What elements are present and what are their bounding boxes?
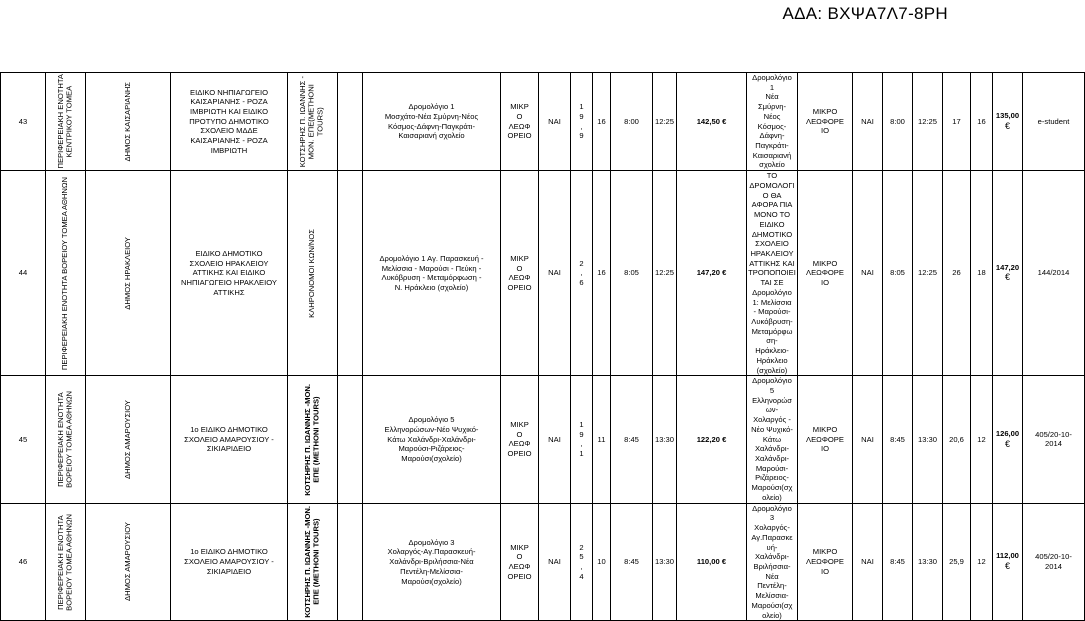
- new-seats: 18: [971, 171, 993, 376]
- new-end-time: 13:30: [913, 503, 943, 621]
- price-cell: 147,20 €: [677, 171, 747, 376]
- contractor-cell: [288, 171, 338, 376]
- new-vehicle-type: ΜΙΚΡΟ ΛΕΩΦΟΡΕ ΙΟ: [798, 171, 853, 376]
- new-price-value: 126,00: [995, 428, 1020, 438]
- end-time: 12:25: [653, 73, 677, 171]
- row-number: 43: [1, 73, 46, 171]
- region-cell: [46, 376, 86, 503]
- row-number: 46: [1, 503, 46, 621]
- new-seats: 12: [971, 503, 993, 621]
- seats: 16: [593, 73, 611, 171]
- start-time: 8:05: [611, 171, 653, 376]
- table-row: [1, 73, 1085, 171]
- vehicle-type: ΜΙΚΡ Ο ΛΕΩΦ ΟΡΕΙΟ: [501, 376, 539, 503]
- new-escort: ΝΑΙ: [853, 73, 883, 171]
- new-price-value: 112,00: [996, 551, 1019, 561]
- region-text: ΠΕΡΙΦΕΡΕΙΑΚΗ ΕΝΟΤΗΤΑ ΒΟΡΕΙΟΥ ΤΟΜΕΑ ΑΘΗΝΩΝ: [55, 513, 74, 611]
- region-text: ΠΕΡΙΦΕΡΕΙΑΚΗ ΕΝΟΤΗΤΑ ΚΕΝΤΡΙΚΟΥ ΤΟΜΕΑ: [55, 74, 74, 169]
- start-time: 8:45: [611, 376, 653, 503]
- new-start-time: 8:45: [883, 376, 913, 503]
- students-count: 2 , 6: [571, 171, 593, 376]
- vehicle-type: ΜΙΚΡ Ο ΛΕΩΦ ΟΡΕΙΟ: [501, 503, 539, 621]
- route-description: Δρομολόγιο 1 Αγ. Παρασκευή - Μελίσσια - Μαρούσι - Πεύκη - Λυκόβρυση - Μεταμόρφωση - Ν. Ηράκλειο (σχολείο): [363, 171, 501, 376]
- price-value: 147,20: [696, 268, 720, 278]
- school-name: 1ο ΕΙΔΙΚΟ ΔΗΜΟΤΙΚΟ ΣΧΟΛΕΙΟ ΑΜΑΡΟΥΣΙΟΥ - ΣΙΚΙΑΡΙΔΕΙΟ: [171, 503, 288, 621]
- price-cell: 110,00 €: [677, 503, 747, 621]
- new-price-cell: 147,20 €: [993, 171, 1023, 376]
- note: e-student: [1023, 73, 1085, 171]
- new-price-value: 135,00: [995, 110, 1020, 120]
- new-route-description: Δρομολόγιο 5 Ελληνορώσ ων- Χολαργός - Νέο Ψυχικό- Κάτω Χαλάνδρι- Χαλάνδρι- Μαρούσι- Ριζάρειος- Μαρούσι(σχ ολείο): [747, 376, 798, 503]
- contractor-text: ΚΟΤΣΗΡΗΣ Π. ΙΩΑΝΝΗΣ -ΜΟΝ. ΕΠΕ (METHONI TOURS): [302, 506, 321, 618]
- route-description: Δρομολόγιο 3 Χολαργός-Αγ.Παρασκευή- Χαλάνδρι-Βριλήσσια-Νέα Πεντέλη-Μελίσσια- Μαρούσι(σχολείο): [363, 503, 501, 621]
- contractor-cell: [288, 503, 338, 621]
- row-number: 44: [1, 171, 46, 376]
- note: 405/20-10- 2014: [1023, 376, 1085, 503]
- contractor-cell: [288, 376, 338, 503]
- new-price-cell: 112,00 €: [993, 503, 1023, 621]
- seats: 16: [593, 171, 611, 376]
- price-cell: 142,50 €: [677, 73, 747, 171]
- price-value: 142,50: [696, 116, 720, 126]
- routes-table: [0, 72, 1085, 621]
- escort: ΝΑΙ: [539, 73, 571, 171]
- new-escort: ΝΑΙ: [853, 171, 883, 376]
- new-start-time: 8:05: [883, 171, 913, 376]
- municipality-text: ΔΗΜΟΣ ΑΜΑΡΟΥΣΙΟΥ: [122, 522, 132, 602]
- vehicle-type: ΜΙΚΡ Ο ΛΕΩΦ ΟΡΕΙΟ: [501, 171, 539, 376]
- new-seats: 12: [971, 376, 993, 503]
- spacer-cell: [338, 73, 363, 171]
- new-end-time: 13:30: [913, 376, 943, 503]
- price-value: 122,20: [696, 434, 720, 444]
- start-time: 8:45: [611, 503, 653, 621]
- new-vehicle-type: ΜΙΚΡΟ ΛΕΩΦΟΡΕ ΙΟ: [798, 73, 853, 171]
- price-value: 110,00: [696, 557, 720, 567]
- students-count: 2 5 , 4: [571, 503, 593, 621]
- municipality-text: ΔΗΜΟΣ ΑΜΑΡΟΥΣΙΟΥ: [122, 399, 132, 479]
- note: 144/2014: [1023, 171, 1085, 376]
- school-name: ΕΙΔΙΚΟ ΔΗΜΟΤΙΚΟ ΣΧΟΛΕΙΟ ΗΡΑΚΛΕΙΟΥ ΑΤΤΙΚΗΣ ΚΑΙ ΕΙΔΙΚΟ ΝΗΠΙΑΓΩΓΕΙΟ ΗΡΑΚΛΕΙΟΥ ΑΤΤΙΚΗΣ: [171, 171, 288, 376]
- vehicle-type: ΜΙΚΡ Ο ΛΕΩΦ ΟΡΕΙΟ: [501, 73, 539, 171]
- new-start-time: 8:45: [883, 503, 913, 621]
- end-time: 13:30: [653, 376, 677, 503]
- km: 17: [943, 73, 971, 171]
- municipality-cell: [86, 503, 171, 621]
- end-time: 12:25: [653, 171, 677, 376]
- new-price-cell: 126,00 €: [993, 376, 1023, 503]
- municipality-cell: [86, 171, 171, 376]
- km: 20,6: [943, 376, 971, 503]
- school-name: ΕΙΔΙΚΟ ΝΗΠΙΑΓΩΓΕΙΟ ΚΑΙΣΑΡΙΑΝΗΣ - ΡΟΖΑ ΙΜΒΡΙΩΤΗ ΚΑΙ ΕΙΔΙΚΟ ΠΡΟΤΥΠΟ ΔΗΜΟΤΙΚΟ ΣΧΟΛΕΙΟ ΜΔΔΕ ΚΑΙΣΑΡΙΑΝΗΣ - ΡΟΖΑ ΙΜΒΡΙΩΤΗ: [171, 73, 288, 171]
- new-escort: ΝΑΙ: [853, 503, 883, 621]
- table-row: [1, 171, 1085, 376]
- contractor-text: ΚΛΗΡΟΝΟΜΟΙ ΚΩΝ/ΝΟΣ: [307, 228, 317, 318]
- municipality-text: ΔΗΜΟΣ ΗΡΑΚΛΕΙΟΥ: [122, 236, 132, 310]
- km: 26: [943, 171, 971, 376]
- region-text: ΠΕΡΙΦΕΡΕΙΑΚΗ ΕΝΟΤΗΤΑ ΒΟΡΕΙΟΥ ΤΟΜΕΑ ΑΘΗΝΩΝ: [55, 391, 74, 488]
- new-vehicle-type: ΜΙΚΡΟ ΛΕΩΦΟΡΕ ΙΟ: [798, 376, 853, 503]
- region-cell: [46, 503, 86, 621]
- spacer-cell: [338, 503, 363, 621]
- municipality-cell: [86, 73, 171, 171]
- new-start-time: 8:00: [883, 73, 913, 171]
- contractor-text: ΚΟΤΣΗΡΗΣ Π. ΙΩΑΝΝΗΣ -ΜΟΝ. ΕΠΕ (METHONI TOURS): [302, 383, 321, 496]
- start-time: 8:00: [611, 73, 653, 171]
- escort: ΝΑΙ: [539, 503, 571, 621]
- municipality-text: ΔΗΜΟΣ ΚΑΙΣΑΡΙΑΝΗΣ: [122, 81, 132, 162]
- seats: 10: [593, 503, 611, 621]
- table-row: [1, 503, 1085, 621]
- ada-stamp: [0, 0, 960, 30]
- km: 25,9: [943, 503, 971, 621]
- municipality-cell: [86, 376, 171, 503]
- row-number: 45: [1, 376, 46, 503]
- seats: 11: [593, 376, 611, 503]
- note: 405/20-10- 2014: [1023, 503, 1085, 621]
- price-cell: 122,20 €: [677, 376, 747, 503]
- new-price-value: 147,20: [995, 262, 1020, 272]
- spacer-cell: [338, 376, 363, 503]
- students-count: 1 9 , 1: [571, 376, 593, 503]
- new-end-time: 12:25: [913, 171, 943, 376]
- new-end-time: 12:25: [913, 73, 943, 171]
- region-text: ΠΕΡΙΦΕΡΕΙΑΚΗ ΕΝΟΤΗΤΑ ΒΟΡΕΙΟΥ ΤΟΜΕΑ ΑΘΗΝΩΝ: [60, 176, 70, 370]
- route-description: Δρομολόγιο 1 Μοσχάτο-Νέα Σμύρνη-Νέος Κόσμος-Δάφνη-Παγκράτι- Καισαριανή σχολείο: [363, 73, 501, 171]
- spacer-cell: [338, 171, 363, 376]
- end-time: 13:30: [653, 503, 677, 621]
- region-cell: [46, 73, 86, 171]
- contractor-cell: [288, 73, 338, 171]
- escort: ΝΑΙ: [539, 376, 571, 503]
- table-row: [1, 376, 1085, 503]
- route-description: Δρομολόγιο 5 Ελληνορώσων-Νέο Ψυχικό- Κάτω Χαλάνδρι-Χαλάνδρι- Μαρούσι-Ριζάρειος- Μαρούσι(σχολείο): [363, 376, 501, 503]
- ada-code: ΑΔΑ: ΒΧΨΑ7Λ7-8ΡΗ: [782, 4, 948, 23]
- new-vehicle-type: ΜΙΚΡΟ ΛΕΩΦΟΡΕ ΙΟ: [798, 503, 853, 621]
- new-seats: 16: [971, 73, 993, 171]
- new-price-cell: 135,00 €: [993, 73, 1023, 171]
- contractor-text: ΚΟΤΣΗΡΗΣ Π. ΙΩΑΝΝΗΣ - ΜΟΝ. ΕΠΕ(METHONI TOURS): [298, 75, 325, 168]
- new-route-description: Δρομολόγιο 1 Νέα Σμύρνη- Νέος Κόσμος- Δάφνη- Παγκράτι- Καισαριανή σχολείο: [747, 73, 798, 171]
- new-escort: ΝΑΙ: [853, 376, 883, 503]
- escort: ΝΑΙ: [539, 171, 571, 376]
- students-count: 1 9 , 9: [571, 73, 593, 171]
- region-cell: [46, 171, 86, 376]
- school-name: 1ο ΕΙΔΙΚΟ ΔΗΜΟΤΙΚΟ ΣΧΟΛΕΙΟ ΑΜΑΡΟΥΣΙΟΥ - ΣΙΚΙΑΡΙΔΕΙΟ: [171, 376, 288, 503]
- new-route-description: ΤΟ ΔΡΟΜΟΛΟΓΙ Ο ΘΑ ΑΦΟΡΑ ΠΙΑ ΜΟΝΟ ΤΟ ΕΙΔΙΚΟ ΔΗΜΟΤΙΚΟ ΣΧΟΛΕΙΟ ΗΡΑΚΛΕΙΟΥ ΑΤΤΙΚΗΣ ΚΑΙ ΤΡΟΠΟΠΟΙΕΙ ΤΑΙ ΣΕ Δρομολόγιο 1: Μελίσσια - Μαρούσι- Λυκόβρυση- Μεταμόρφω ση- Ηράκλειο- Ηράκλειο (σχολείο): [748, 171, 796, 375]
- new-route-description: Δρομολόγιο 3 Χολαργός- Αγ.Παρασκε υή- Χαλάνδρι- Βριλήσσια- Νέα Πεντέλη- Μελίσσια- Μαρούσι(σχ ολείο): [747, 503, 798, 621]
